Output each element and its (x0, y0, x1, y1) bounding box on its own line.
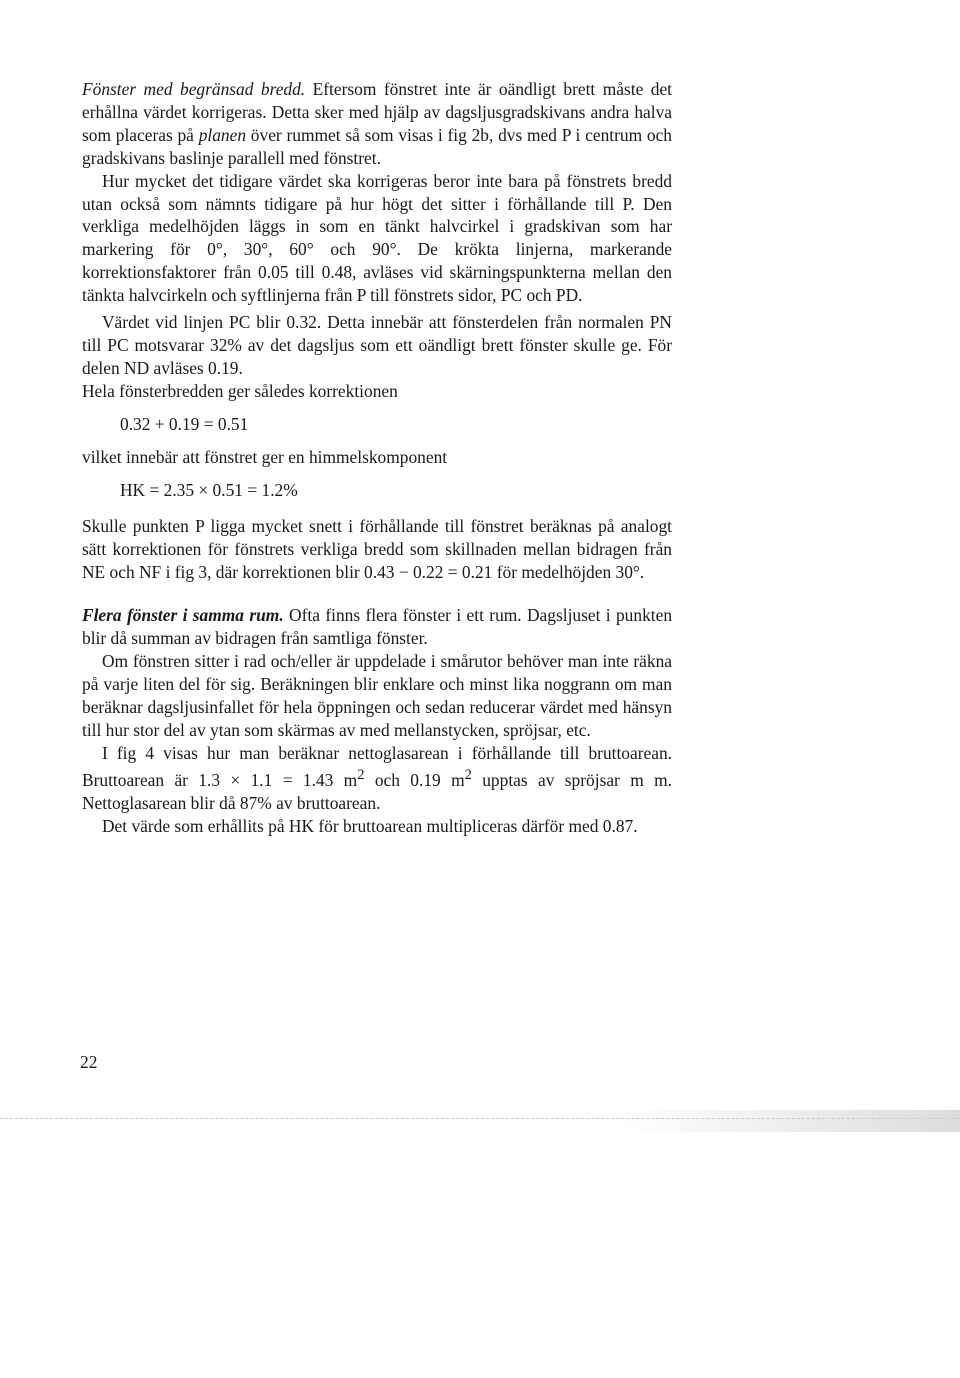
paragraph-total-correction: Hela fönsterbredden ger således korrektionen (82, 380, 398, 401)
paragraph-oblique-point: Skulle punkten P ligga mycket snett i förhållande till fönstret beräknas på analogt sätt korrektionen för fönstrets verkliga bredd som skillnaden mellan bidragen från NE och NF i fig 3, där korrektionen blir 0.43 − 0.22 = 0.21 för medelhöjden 30°. (82, 516, 672, 583)
page-number: 22 (80, 1052, 98, 1072)
paragraph-window-rows: Om fönstren sitter i rad och/eller är uppdelade i smårutor behöver man inte räkna på varje liten del för sig. Beräkningen blir enklare och minst lika noggrann om man beräknar dagsljusinfallet för hela öppningen och sedan reducerar värdet med hänsyn till hur stor del av ytan som skärmas av med mellanstycken, spröjsar, etc. (82, 650, 672, 740)
paragraph-sky-component: vilket innebär att fönstret ger en himmelskomponent (82, 446, 448, 467)
section-heading-multiple-windows: Flera fönster i samma rum. (82, 605, 284, 626)
equation-correction-sum: 0.32 + 0.19 = 0.51 (120, 413, 249, 434)
section-heading-limited-width: Fönster med begränsad bredd. (82, 79, 306, 99)
paragraph-hk-multiply: Det värde som erhållits på HK för bruttoarean multipliceras därför med 0.87. (102, 816, 638, 837)
paragraph-net-glass-area: I fig 4 visas hur man beräknar nettoglasarean i förhållande till bruttoarean. Bruttoarean är 1.3 × 1.1 = 1.43 $m^2$ och 0.19 $m^2$ upptas av spröjsar m m. Nettoglasarean blir då 87% av bruttoarean. (82, 742, 672, 814)
emphasis-planen: planen (198, 124, 247, 145)
paragraph-correction: Hur mycket det tidigare värdet ska korrigeras beror inte bara på fönstrets bredd utan också som nämnts tidigare på hur högt det sitter i förhållande till P. Den verkliga medelhöjden läggs in som en tänkt halvcirkel i gradskivan som har markering för 0°, 30°, 60° och 90°. De krökta linjerna, markerande korrektionsfaktorer från 0.05 till 0.48, avläses vid skärningspunkterna mellan den tänkta halvcirkeln och syftlinjerna från P till fönstrets sidor, PC och PD. (82, 170, 672, 306)
paragraph-multiple-windows-intro: Flera fönster i samma rum. Ofta finns flera fönster i ett rum. Dagsljuset i punkten blir då summan av bidragen från samtliga fönster. (82, 605, 673, 649)
page-body (82, 78, 672, 838)
scan-edge-shadow (620, 1110, 960, 1132)
paragraph-value-pc: Värdet vid linjen PC blir 0.32. Detta innebär att fönsterdelen från normalen PN till PC motsvarar 32% av det dagsljus som ett oändligt brett fönster skulle ge. För delen ND avläses 0.19. (82, 312, 672, 378)
paragraph-limited-width-intro: Fönster med begränsad bredd. Eftersom fönstret inte är oändligt brett måste det erhållna värdet korrigeras. Detta sker med hjälp av dagsljusgradskivans andra halva som placeras på planen över rummet så som visas i fig 2b, dvs med P i centrum och gradskivans baslinje parallell med fönstret. (82, 79, 672, 168)
equation-hk: HK = 2.35 × 0.51 = 1.2% (120, 479, 298, 500)
